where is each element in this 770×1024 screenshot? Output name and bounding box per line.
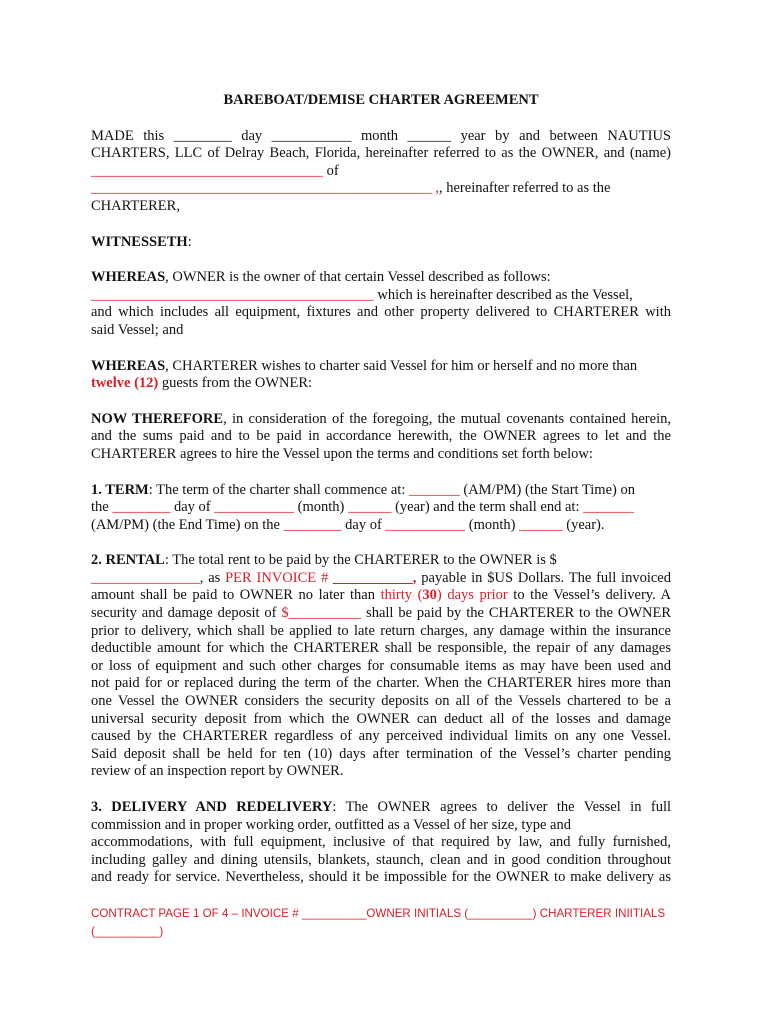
term-text-1c: (AM/PM) (the Start Time) on: [459, 481, 635, 498]
delivery-line-2: commission and in proper working order, outfitted as a Vessel of her size, type and: [91, 816, 571, 833]
witnesseth-colon: :: [187, 233, 192, 250]
charterer-name-blank[interactable]: _______________________________________________: [91, 180, 432, 197]
footer-line-1: CONTRACT PAGE 1 OF 4 – INVOICE # __________OWNER INITIALS (__________) CHARTERER INIITIALS: [91, 907, 666, 920]
term-text-2g: (year) and the term shall end at:: [391, 499, 584, 516]
made-line-3: [91, 163, 671, 181]
end-time-blank[interactable]: _______: [583, 499, 634, 516]
made-line-4-text: , hereinafter referred to as the: [439, 180, 611, 197]
now-therefore-line-3: CHARTERER agrees to hire the Vessel upon the terms and conditions set forth below:: [91, 445, 593, 462]
delivery-label: 3. DELIVERY AND REDELIVERY: [91, 799, 333, 815]
delivery-text-1: : The OWNER agrees to deliver the Vessel in full: [332, 799, 671, 815]
rental-line-1: [91, 552, 671, 570]
end-month-blank[interactable]: ___________: [385, 516, 466, 533]
term-section: [91, 482, 671, 535]
page-footer: [91, 905, 691, 941]
delivery-line-3: accommodations, with full equipment, inclusive of that required by law, and fully furnished,: [91, 834, 671, 851]
term-text-2e: (month): [293, 499, 348, 516]
start-month-blank[interactable]: ___________: [214, 499, 294, 516]
whereas-2-text-2: guests from the OWNER:: [158, 375, 313, 392]
comma-red: ,: [431, 180, 439, 197]
rental-text-3a: amount shall be paid to OWNER no later than: [91, 587, 381, 604]
rental-text-1: : The total rent to be paid by the CHARTERER to the OWNER is $: [164, 552, 557, 569]
rental-text-3e: to the Vessel’s delivery. A: [507, 587, 672, 604]
rental-line-9: one Vessel the OWNER considers the security deposits on all of the Vessels chartered to be a: [91, 693, 671, 710]
now-therefore-paragraph: [91, 411, 671, 464]
witnesseth-label: WITNESSETH: [91, 233, 188, 250]
rental-line-10: universal security deposit from which the OWNER can deduct all of the losses and damage: [91, 710, 671, 727]
term-text-1a: : The term of the charter shall commence at:: [148, 481, 409, 498]
rent-amount-blank[interactable]: _______________: [91, 569, 200, 586]
term-line-3: [91, 517, 671, 535]
whereas-1-line-2: [91, 287, 671, 305]
rental-line-7: or loss of equipment and such other charges for consumable items as may have been used and: [91, 657, 671, 674]
made-line-3-text: of: [323, 162, 339, 179]
whereas-1-line-3: and which includes all equipment, fixtures and other property delivered to CHARTERER with: [91, 304, 671, 321]
rental-line-3: [91, 587, 671, 605]
whereas-2-line-1: [91, 358, 671, 376]
vessel-description-blank[interactable]: _______________________________________: [91, 286, 374, 303]
delivery-line-5: and ready for service. Nevertheless, should it be impossible for the OWNER to make delivery as: [91, 869, 671, 886]
rental-line-12: Said deposit shall be held for ten (10) days after termination of the Vessel’s charter pending: [91, 745, 671, 762]
owner-name-blank[interactable]: ________________________________: [91, 162, 323, 179]
made-line-5: CHARTERER,: [91, 197, 180, 214]
delivery-line-4: including galley and dining utensils, blankets, staunch, clean and in good condition throughout: [91, 851, 671, 868]
payment-days-suffix: ) days prior: [436, 587, 508, 604]
whereas-1-paragraph: [91, 269, 671, 339]
term-label: 1. TERM: [91, 481, 149, 498]
per-invoice-label: PER INVOICE #: [225, 569, 334, 586]
rental-line-5: prior to delivery, which shall be applied to late return charges, any damage within the insurance: [91, 622, 671, 639]
term-text-3c: day of: [341, 516, 386, 533]
document-title: BAREBOAT/DEMISE CHARTER AGREEMENT: [223, 92, 539, 108]
now-therefore-label: NOW THEREFORE: [91, 410, 224, 427]
whereas-1-line-1: [91, 269, 671, 287]
whereas-1-label: WHEREAS: [91, 269, 166, 286]
rental-line-4: [91, 605, 671, 623]
guest-limit: twelve (12): [91, 375, 159, 392]
start-day-blank[interactable]: ________: [112, 499, 171, 516]
made-line-2: CHARTERS, LLC of Delray Beach, Florida, hereinafter referred to as the OWNER, and (name): [91, 145, 671, 162]
payment-days-prefix: thirty (: [380, 587, 423, 604]
term-text-2a: the: [91, 499, 113, 516]
invoice-number-blank[interactable]: ___________,: [333, 569, 417, 586]
rental-line-13: review of an inspection report by OWNER.: [91, 763, 344, 780]
term-line-2: [91, 499, 671, 517]
rental-line-11: caused by the CHARTERER regardless of any perceived individual limits on any one Vessel.: [91, 728, 671, 745]
footer-line-2: (__________): [91, 925, 164, 938]
rental-line-8: not paid for or replaced during the term of the charter. When the CHARTERER hires more than: [91, 675, 671, 692]
rental-text-4c: shall be paid by the CHARTERER to the OWNER: [361, 605, 672, 622]
delivery-line-1: [91, 799, 671, 817]
deposit-amount-blank[interactable]: $__________: [281, 605, 362, 622]
rental-label: 2. RENTAL: [91, 552, 165, 569]
term-text-3e: (month): [465, 516, 520, 533]
agreement-body: [91, 92, 671, 905]
made-line-4: [91, 180, 671, 198]
rental-line-6: deductible amount for which the CHARTERER shall be responsible, the repair of any damages: [91, 640, 671, 657]
rental-text-2b: , as: [199, 569, 226, 586]
payment-days-number: 30: [422, 587, 437, 604]
start-time-blank[interactable]: _______: [408, 481, 460, 498]
made-paragraph: [91, 128, 671, 216]
now-therefore-line-2: and the sums paid and to be paid in accordance herewith, the OWNER agrees to let and the: [91, 428, 671, 445]
start-year-blank[interactable]: ______: [347, 499, 392, 516]
end-year-blank[interactable]: ______: [519, 516, 563, 533]
whereas-1-line-4: said Vessel; and: [91, 321, 184, 338]
whereas-2-text-1: , CHARTERER wishes to charter said Vessel for him or herself and no more than: [165, 357, 638, 374]
term-text-3g: (year).: [562, 516, 605, 533]
rental-line-2: [91, 570, 671, 588]
now-therefore-text-1: , in consideration of the foregoing, the mutual covenants contained herein,: [223, 410, 671, 427]
made-line-1: MADE this ________ day ___________ month ______ year by and between NAUTIUS: [91, 127, 671, 144]
witnesseth-heading: [91, 234, 671, 252]
whereas-1-text-2: which is hereinafter described as the Vessel,: [373, 286, 633, 303]
whereas-1-text-1: , OWNER is the owner of that certain Vessel described as follows:: [165, 269, 551, 286]
rental-section: [91, 552, 671, 781]
delivery-section: [91, 799, 671, 887]
end-day-blank[interactable]: ________: [283, 516, 342, 533]
term-line-1: [91, 482, 671, 500]
now-therefore-line-1: [91, 411, 671, 429]
whereas-2-label: WHEREAS: [91, 357, 166, 374]
whereas-2-paragraph: [91, 358, 671, 393]
term-text-2c: day of: [170, 499, 215, 516]
rental-text-2e: payable in $US Dollars. The full invoiced: [416, 569, 671, 586]
rental-text-4a: security and damage deposit of: [91, 605, 282, 622]
whereas-2-line-2: [91, 375, 671, 393]
term-text-3a: (AM/PM) (the End Time) on the: [91, 516, 284, 533]
